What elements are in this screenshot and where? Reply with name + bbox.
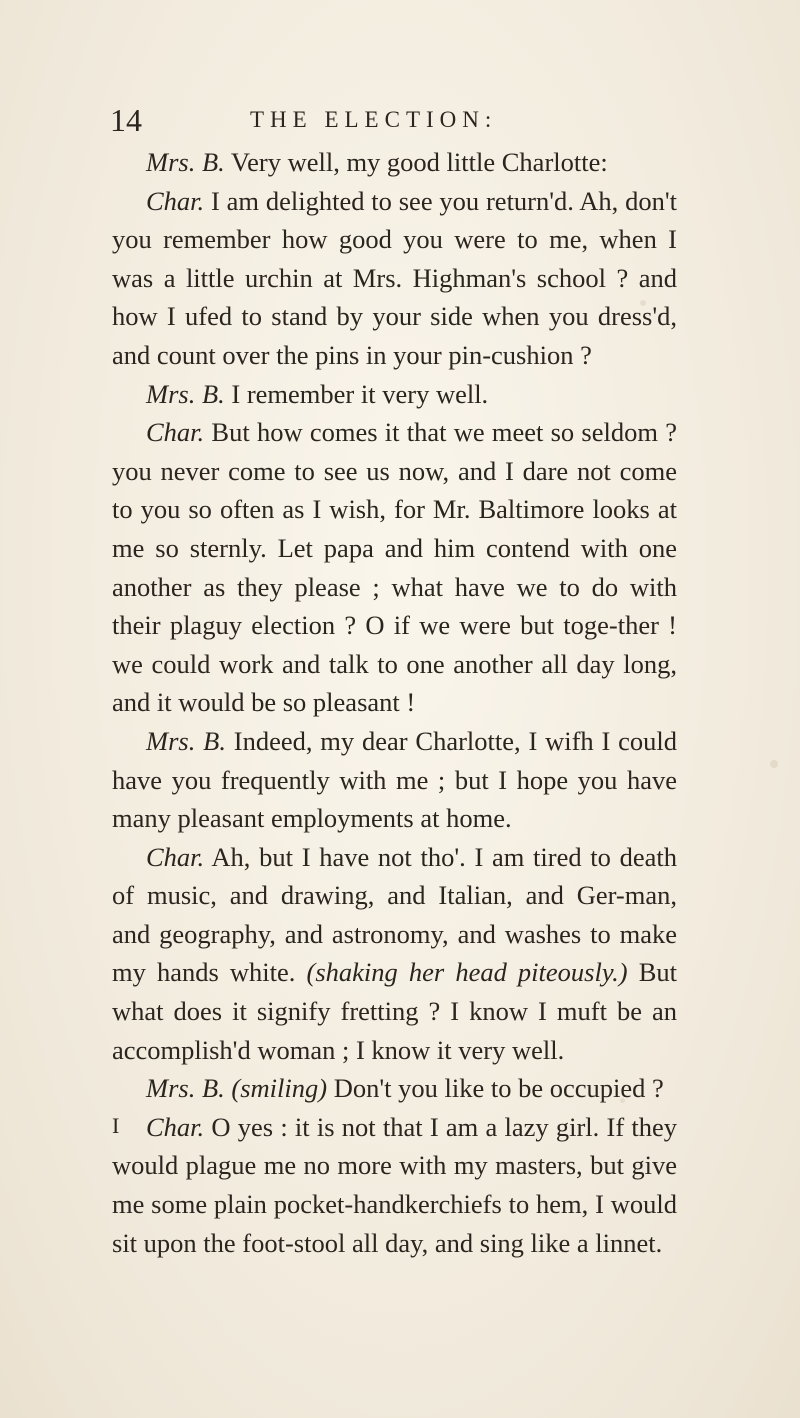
dialogue-paragraph <box>112 838 677 1070</box>
speaker-name: Mrs. B. <box>146 1073 225 1104</box>
foxing-spot <box>770 760 778 768</box>
signature-mark: I <box>112 1113 120 1138</box>
dialogue-paragraph <box>112 1069 677 1108</box>
dialogue-text <box>112 143 677 1262</box>
dialogue-paragraph <box>112 143 677 182</box>
speaker-name: Char. <box>146 417 205 448</box>
speaker-name: Mrs. B. <box>146 725 226 756</box>
speaker-name: Mrs. B. <box>146 378 225 409</box>
stage-direction: (smiling) <box>231 1073 328 1104</box>
speech-text: But what does it signify fretting ? I know I muft be an accomplish'd woman ; I know it very well. <box>112 957 678 1065</box>
dialogue-paragraph <box>112 182 677 375</box>
speech-text: Very well, my good little Charlotte: <box>224 147 608 177</box>
speaker-name: Char. <box>146 185 205 216</box>
speaker-name: Mrs. B. <box>146 147 225 177</box>
speech-text: I remember it very well. <box>224 378 489 409</box>
dialogue-paragraph <box>112 722 677 838</box>
speaker-name: Char. <box>146 841 205 872</box>
speech-text: Ah, but I have not tho'. I am tired to death of music, and drawing, and Italian, and Ger-man, and geography, and astronomy, and washes to make my hands white. <box>112 841 677 988</box>
stage-direction: (shaking her head piteously.) <box>306 957 628 988</box>
speech-text: O yes : it is not that I am a lazy girl. If they would plague me no more with my masters, but give me some plain pocket-handkerchiefs to hem, I would sit upon the foot-stool all day, and sing like a linnet. <box>112 1111 677 1258</box>
speech-text: Indeed, my dear Charlotte, I wifh I could have you frequently with me ; but I hope you have many pleasant employments at home. <box>112 725 677 834</box>
speaker-name: Char. <box>146 1111 205 1142</box>
speech-text: But how comes it that we meet so seldom ? you never come to see us now, and I dare not come to you so often as I wish, for Mr. Baltimore looks at me so sternly. Let papa and him contend with one another as they please ; what have we to do with their plaguy election ? O if we were but toge-ther ! we could work and talk to one another all day long, and it would be so pleasant ! <box>112 417 677 718</box>
dialogue-paragraph <box>112 413 677 722</box>
dialogue-paragraph <box>112 1108 677 1262</box>
running-head: THE ELECTION: <box>250 107 498 132</box>
page-number: 14 <box>110 102 142 138</box>
speech-text: I am delighted to see you return'd. Ah, don't you remember how good you were to me, when I was a little urchin at Mrs. Highman's school ? and how I ufed to stand by your side when you dress'd, and count over the pins in your pin-cushion ? <box>112 185 677 370</box>
dialogue-paragraph <box>112 375 677 414</box>
page-header <box>110 100 710 140</box>
speech-text: Don't you like to be occupied ? <box>327 1073 664 1104</box>
